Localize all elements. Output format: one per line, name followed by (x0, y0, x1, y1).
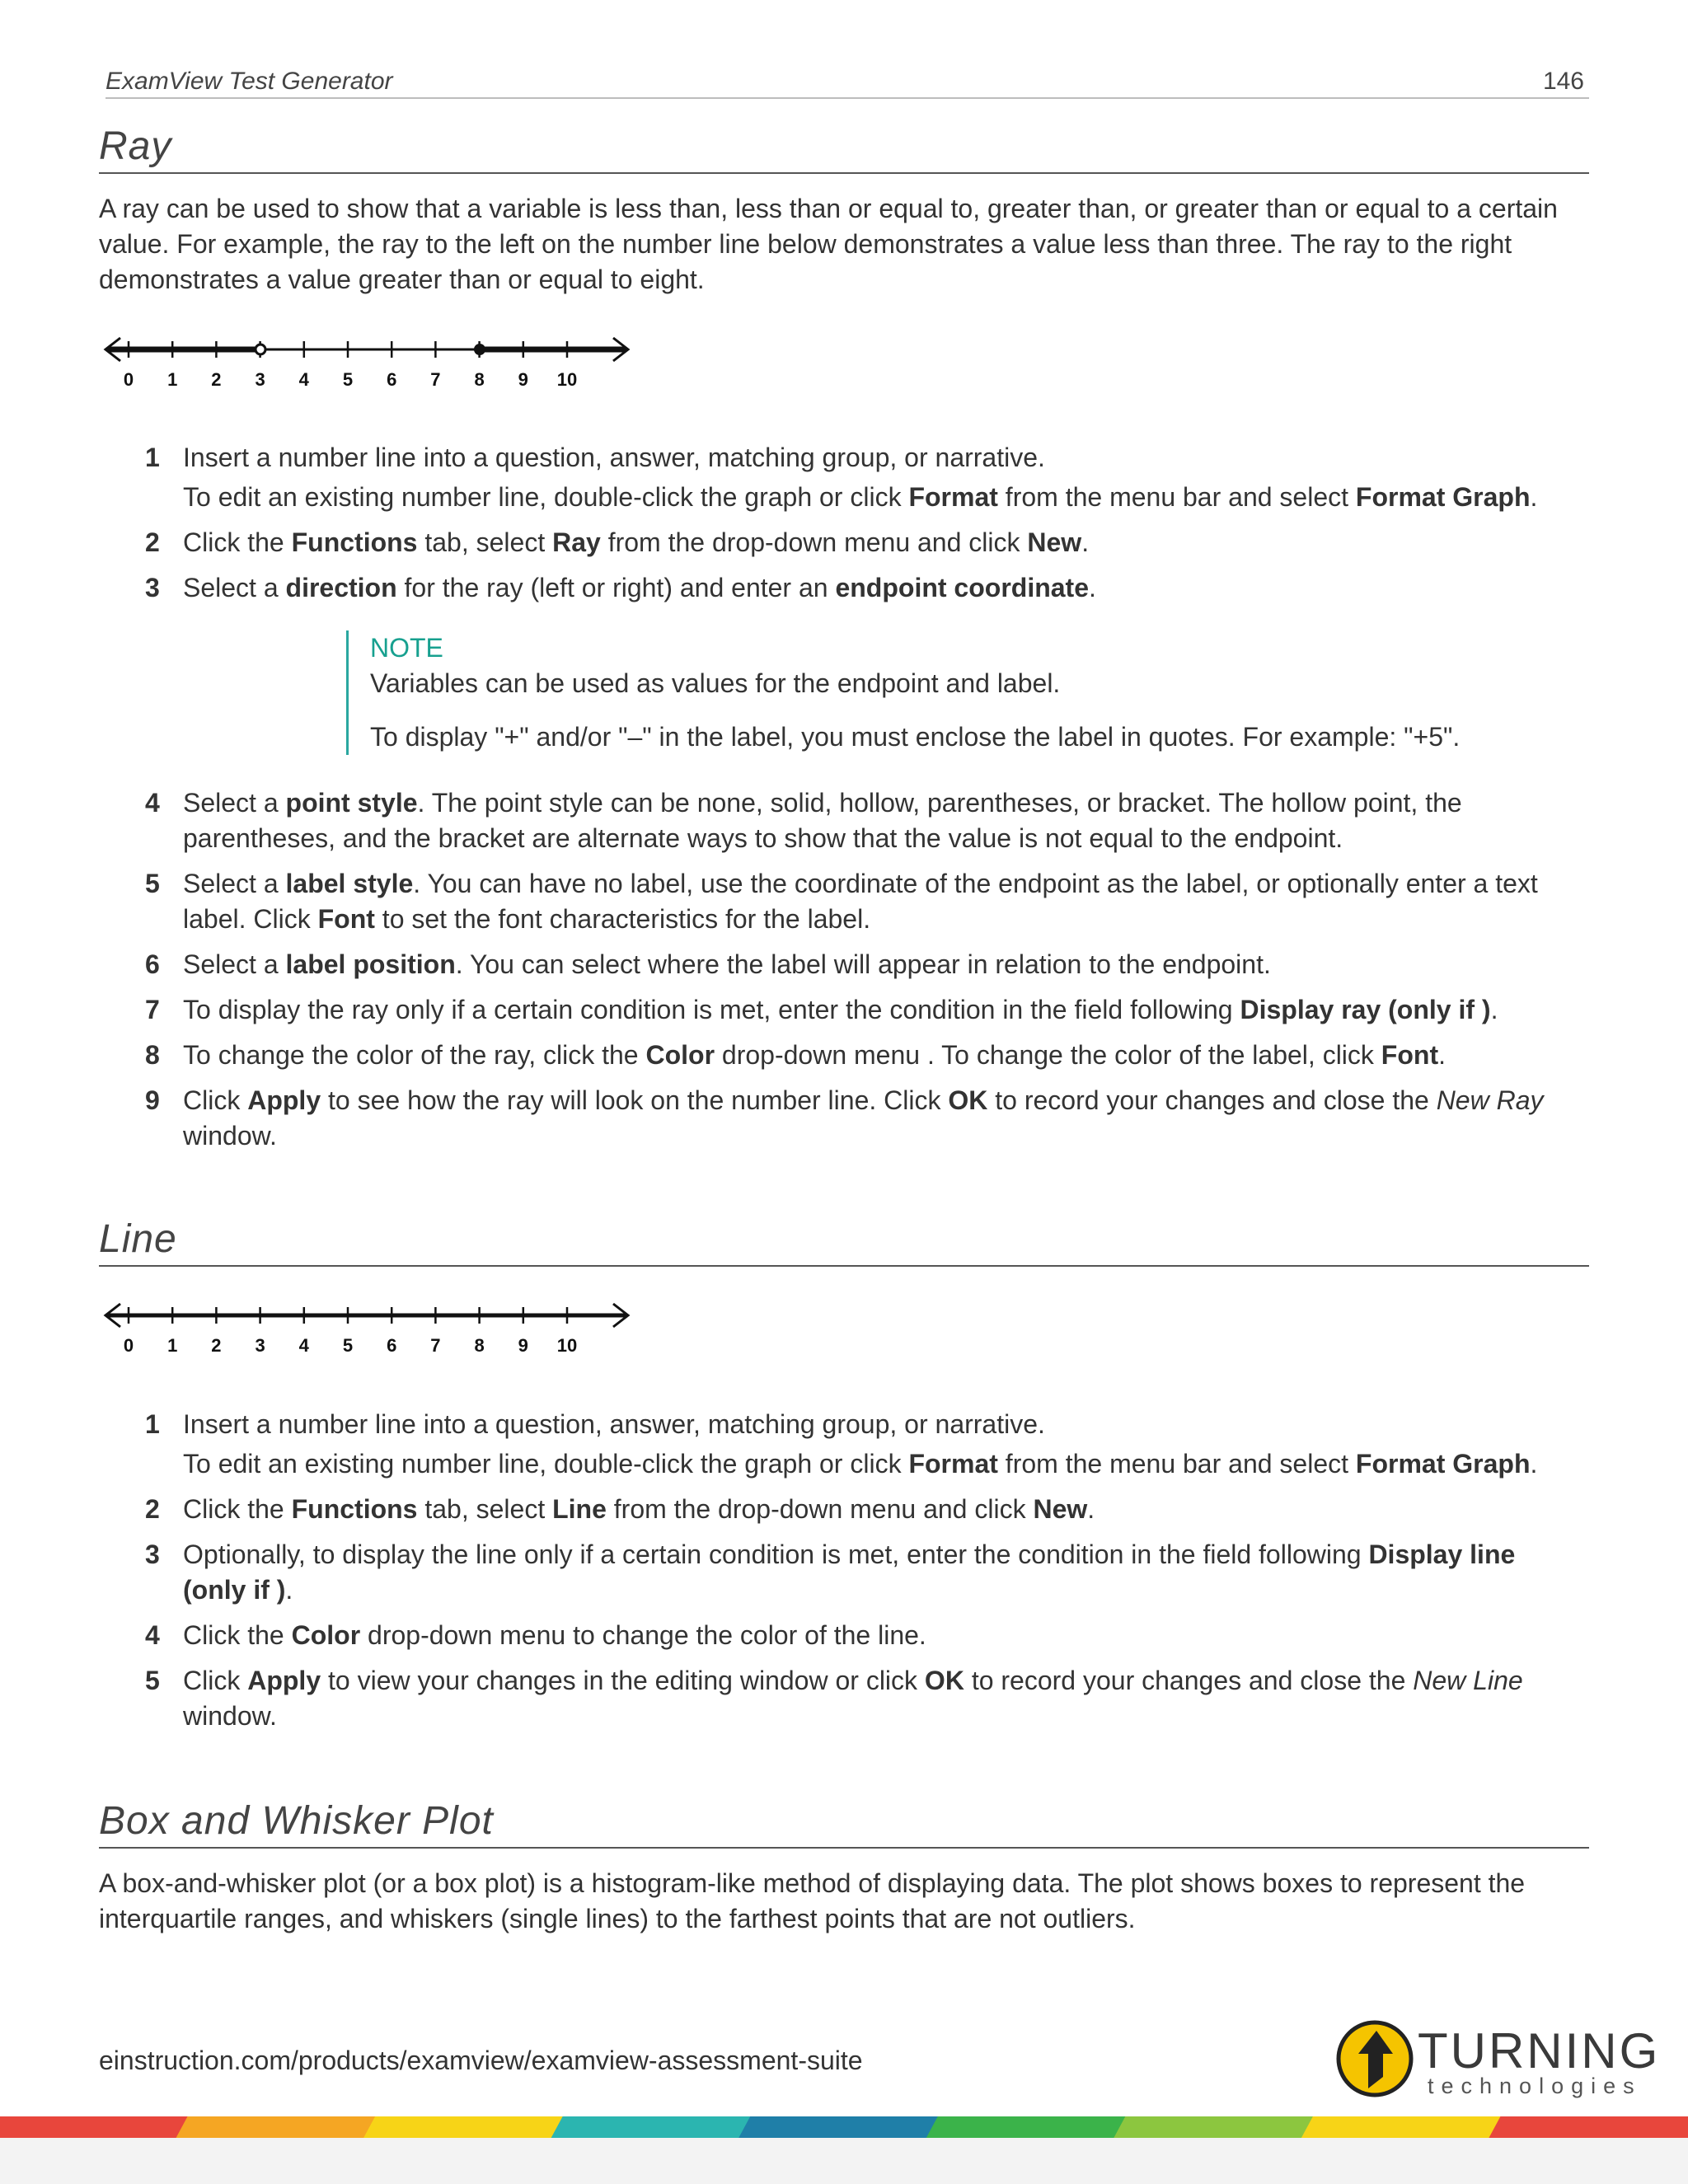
step-text: Click (183, 1085, 248, 1115)
step-text: To change the color of the ray, click the (183, 1040, 646, 1070)
line-axis (106, 1304, 628, 1327)
italic-term: New Line (1413, 1666, 1523, 1695)
note-box (346, 630, 1540, 755)
logo-subtitle: technologies (1428, 2074, 1642, 2098)
tick-label: 6 (387, 1335, 397, 1356)
step-text: Select a (183, 869, 286, 898)
stripe-segment (1114, 2116, 1325, 2138)
tick-label: 6 (387, 369, 397, 390)
list-item (132, 1492, 1566, 1527)
stripe-segment (551, 2116, 762, 2138)
stripe-segment (1301, 2116, 1512, 2138)
step-number: 4 (145, 788, 160, 818)
tick-label: 9 (518, 369, 528, 390)
bold-term: Color (291, 1620, 361, 1650)
tick-label: 3 (255, 1335, 265, 1356)
tick-label: 4 (298, 369, 309, 390)
step-text: Click (183, 1666, 248, 1695)
step-text: window. (183, 1121, 277, 1151)
bold-term: Format Graph (1355, 1449, 1531, 1479)
step-text: to record your changes and close the (964, 1666, 1414, 1695)
solid-endpoint (474, 344, 485, 355)
bold-term: Apply (247, 1085, 321, 1115)
note-label: NOTE (370, 633, 443, 663)
ray-steps-list-continued (132, 785, 1566, 1164)
step-text: Select a (183, 788, 286, 818)
step-text: from the menu bar and select (997, 1449, 1356, 1479)
bold-term: Display line (only if ) (183, 1540, 1516, 1605)
step-text: tab, select (417, 1494, 553, 1524)
list-item (132, 785, 1566, 856)
list-item (132, 1663, 1566, 1734)
bold-term: Ray (552, 527, 601, 557)
step-number: 2 (145, 527, 160, 557)
section-title-line: Line (99, 1216, 1589, 1267)
hollow-endpoint (256, 344, 265, 354)
tick-label: 4 (298, 1335, 309, 1356)
step-text: to set the font characteristics for the label. (374, 904, 871, 934)
list-item (132, 947, 1566, 982)
list-item (132, 1038, 1566, 1073)
step-text: Select a (183, 949, 286, 979)
bold-term: OK (924, 1666, 964, 1695)
step-text: tab, select (417, 527, 553, 557)
list-item (132, 1537, 1566, 1608)
step-text: . (1530, 482, 1538, 512)
step-text: window. (183, 1701, 277, 1731)
tick-label: 2 (211, 1335, 222, 1356)
footer-shadow (0, 2138, 1688, 2184)
bold-term: Apply (247, 1666, 321, 1695)
bold-term: OK (948, 1085, 988, 1115)
step-number: 1 (145, 1409, 160, 1439)
section-title-boxplot: Box and Whisker Plot (99, 1798, 1589, 1849)
step-text: to see how the ray will look on the number line. Click (321, 1085, 949, 1115)
note-line-2: To display "+" and/or "–" in the label, you must enclose the label in quotes. For example: "+5". (370, 722, 1461, 752)
tick-label: 1 (167, 1335, 178, 1356)
bold-term: Functions (291, 1494, 418, 1524)
bold-term: Color (645, 1040, 715, 1070)
step-text: for the ray (left or right) and enter an (396, 573, 836, 602)
bold-term: Font (1381, 1040, 1439, 1070)
step-number: 6 (145, 949, 160, 979)
step-text: from the menu bar and select (997, 482, 1356, 512)
tick-label: 1 (167, 369, 178, 390)
list-item (132, 1083, 1566, 1154)
section-title-ray: Ray (99, 124, 1589, 174)
step-text: Click the (183, 527, 292, 557)
list-item (132, 992, 1566, 1028)
tick-label: 3 (255, 369, 265, 390)
step-text: To display the ray only if a certain condition is met, enter the condition in the field following (183, 995, 1240, 1024)
bold-term: point style (285, 788, 418, 818)
step-text: from the drop-down menu and click (600, 527, 1028, 557)
list-item (132, 1618, 1566, 1653)
bold-term: New (1033, 1494, 1088, 1524)
step-text: . (1438, 1040, 1446, 1070)
italic-term: New Ray (1436, 1085, 1544, 1115)
step-text: Insert a number line into a question, answer, matching group, or narrative. (183, 443, 1045, 472)
bold-term: label style (285, 869, 414, 898)
list-item (132, 866, 1566, 937)
tick-label: 0 (123, 1335, 134, 1356)
step-number: 5 (145, 1666, 160, 1695)
page-header (106, 68, 1589, 99)
step-text: . (1081, 527, 1090, 557)
list-item (132, 525, 1566, 560)
step-text: to view your changes in the editing window or click (321, 1666, 925, 1695)
tick-label: 9 (518, 1335, 528, 1356)
stripe-segment (926, 2116, 1137, 2138)
tick-label: 8 (474, 1335, 485, 1356)
turning-technologies-logo (1335, 2016, 1661, 2098)
bold-term: Functions (291, 527, 418, 557)
bold-term: Format Graph (1355, 482, 1531, 512)
footer-color-stripe (0, 2116, 1688, 2138)
step-number: 5 (145, 869, 160, 898)
step-number: 8 (145, 1040, 160, 1070)
list-item (132, 570, 1566, 606)
step-number: 3 (145, 1540, 160, 1569)
document-title: ExamView Test Generator (106, 68, 393, 95)
logo-wordmark: TURNING (1418, 2023, 1661, 2079)
step-subtext (183, 1446, 1566, 1482)
step-text: . You can select where the label will appear in relation to the endpoint. (455, 949, 1271, 979)
step-number: 9 (145, 1085, 160, 1115)
tick-label: 7 (430, 1335, 441, 1356)
bold-term: New (1027, 527, 1082, 557)
step-text: . (1530, 1449, 1538, 1479)
step-text: . (285, 1575, 293, 1605)
step-number: 7 (145, 995, 160, 1024)
step-number: 1 (145, 443, 160, 472)
step-text: drop-down menu . To change the color of the label, click (715, 1040, 1381, 1070)
ray-intro: A ray can be used to show that a variable is less than, less than or equal to, greater than, or greater than or equal to a certain value. For example, the ray to the left on the number line below demonstrates a value less than three. The ray to the right demonstrates a value greater than or equal to eight. (99, 194, 1558, 294)
step-text: Select a (183, 573, 286, 602)
tick-label: 2 (211, 369, 222, 390)
bold-term: Line (552, 1494, 607, 1524)
list-item (132, 1407, 1566, 1482)
tick-label: 5 (342, 369, 354, 390)
step-number: 4 (145, 1620, 160, 1650)
step-text: Click the (183, 1620, 292, 1650)
bold-term: endpoint coordinate (835, 573, 1089, 602)
stripe-segment (738, 2116, 950, 2138)
bold-term: Format (908, 1449, 998, 1479)
tick-label: 5 (342, 1335, 354, 1356)
tick-label: 8 (474, 369, 485, 390)
page-number: 146 (1542, 68, 1584, 95)
step-text: . (1089, 573, 1096, 602)
stripe-segment (1489, 2116, 1688, 2138)
line-steps-list (132, 1407, 1566, 1744)
step-text: To edit an existing number line, double-click the graph or click (183, 1449, 909, 1479)
bold-term: Font (317, 904, 375, 934)
boxplot-intro: A box-and-whisker plot (or a box plot) is a histogram-like method of displaying data. The plot shows boxes to represent the interquartile ranges, and whiskers (single lines) to the farthest points that are not outliers. (99, 1868, 1526, 1933)
footer-url: einstruction.com/products/examview/examview-assessment-suite (99, 2046, 863, 2075)
stripe-segment (0, 2116, 199, 2138)
step-text: from the drop-down menu and click (606, 1494, 1034, 1524)
step-number: 2 (145, 1494, 160, 1524)
step-text: drop-down menu to change the color of the line. (360, 1620, 926, 1650)
step-text: Click the (183, 1494, 292, 1524)
step-text: . (1087, 1494, 1095, 1524)
step-text: to record your changes and close the (987, 1085, 1437, 1115)
ray-steps-list (132, 440, 1566, 616)
step-subtext (183, 480, 1566, 515)
bold-term: Format (908, 482, 998, 512)
step-text: Optionally, to display the line only if a certain condition is met, enter the condition in the field following (183, 1540, 1369, 1569)
list-item (132, 440, 1566, 515)
tick-label: 10 (556, 1335, 578, 1356)
bold-term: Display ray (only if ) (1240, 995, 1491, 1024)
tick-label: 0 (123, 369, 134, 390)
step-number: 3 (145, 573, 160, 602)
step-text: . The point style can be none, solid, hollow, parentheses, or bracket. The hollow point, the parentheses, and the bracket are alternate ways to show that the value is not equal to the endpoint. (183, 788, 1462, 853)
step-text: . (1490, 995, 1498, 1024)
bold-term: direction (285, 573, 397, 602)
line-number-line (99, 1296, 643, 1361)
stripe-segment (363, 2116, 574, 2138)
tick-label: 7 (430, 369, 441, 390)
note-line-1: Variables can be used as values for the endpoint and label. (370, 668, 1061, 698)
bold-term: label position (285, 949, 456, 979)
tick-label: 10 (556, 369, 578, 390)
logo-emblem-icon (1335, 2019, 1414, 2098)
step-text: . You can have no label, use the coordinate of the endpoint as the label, or optionally enter a text label. Click (183, 869, 1538, 934)
ray-number-line (99, 330, 643, 396)
step-text: Insert a number line into a question, answer, matching group, or narrative. (183, 1409, 1045, 1439)
step-text: To edit an existing number line, double-click the graph or click (183, 482, 909, 512)
stripe-segment (176, 2116, 387, 2138)
